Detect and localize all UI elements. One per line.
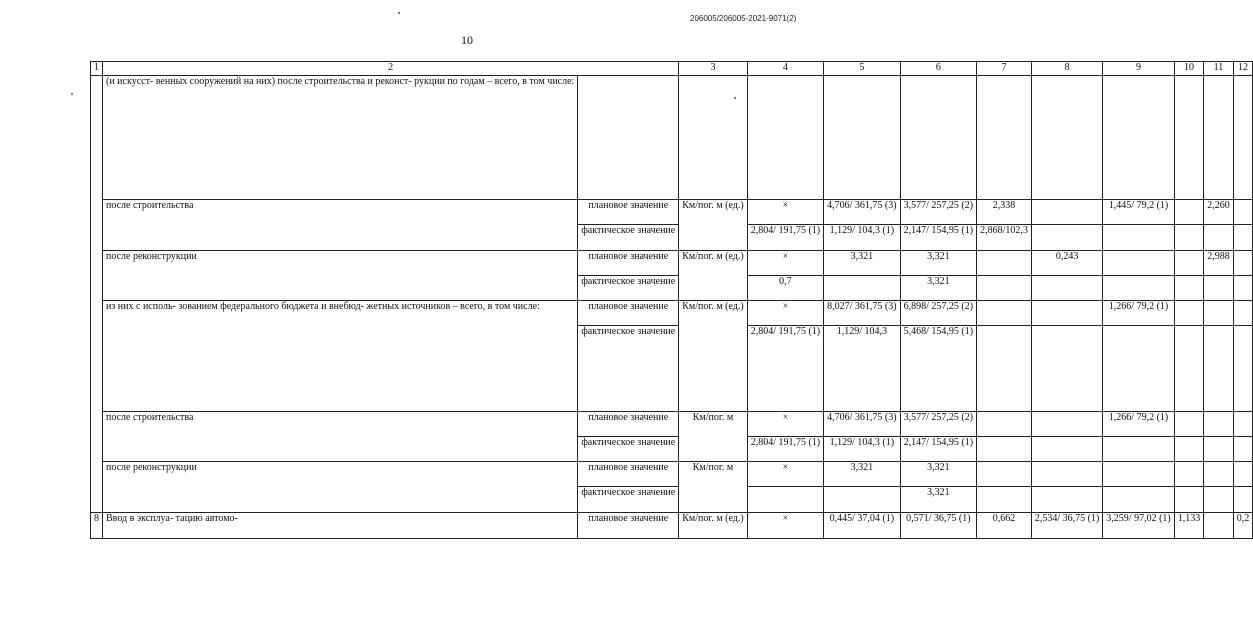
sub-indicator-label: после реконструкции: [103, 250, 578, 300]
value-cell: [1103, 436, 1174, 461]
value-cell: [1174, 461, 1204, 486]
value-cell: 1,266/ 79,2 (1): [1103, 411, 1174, 436]
value-cell: [1174, 486, 1204, 512]
value-cell: 8,027/ 361,75 (3): [824, 300, 900, 325]
unit-cell: Км/пог. м (ед.): [679, 300, 747, 411]
scan-speck: [71, 93, 73, 95]
fact-label: фактическое значение: [578, 224, 679, 250]
value-cell: [1204, 512, 1234, 538]
value-cell: [824, 275, 900, 300]
value-cell: 1,129/ 104,3 (1): [824, 436, 900, 461]
value-cell: [1174, 224, 1204, 250]
value-cell: [977, 250, 1032, 275]
table-row: [91, 512, 1253, 538]
fact-label: фактическое значение: [578, 275, 679, 300]
value-cell: 1,445/ 79,2 (1): [1103, 199, 1174, 224]
col-header-7: 7: [977, 62, 1032, 76]
value-cell: 2,804/ 191,75 (1): [747, 224, 823, 250]
value-cell: [1204, 411, 1234, 436]
value-cell: [1174, 275, 1204, 300]
unit-cell: Км/пог. м: [679, 411, 747, 461]
table-row: [91, 300, 1253, 325]
value-cell: [1031, 224, 1102, 250]
col-header-9: 9: [1103, 62, 1174, 76]
value-cell: [977, 325, 1032, 411]
fact-label: фактическое значение: [578, 486, 679, 512]
value-cell: [1103, 486, 1174, 512]
value-cell: [1204, 461, 1234, 486]
value-cell: 0,571/ 36,75 (1): [900, 512, 976, 538]
value-cell: 6,898/ 257,25 (2): [900, 300, 976, 325]
value-cell: ×: [747, 250, 823, 275]
value-cell: [1233, 199, 1253, 224]
value-cell: [1233, 436, 1253, 461]
col-header-1: 1: [91, 62, 103, 76]
value-cell: ×: [747, 411, 823, 436]
value-cell: [1174, 325, 1204, 411]
value-cell: 5,468/ 154,95 (1): [900, 325, 976, 411]
plan-label: плановое значение: [578, 512, 679, 538]
value-cell: [747, 486, 823, 512]
value-cell: 3,321: [824, 250, 900, 275]
indicator-label: (и искусст- венных сооружений на них) после строительства и реконст- рукции по годам – всего, в том числе:: [103, 75, 578, 199]
row-number-cell: [91, 75, 103, 512]
value-cell: [1204, 486, 1234, 512]
value-cell: [1103, 325, 1174, 411]
plan-label: плановое значение: [578, 199, 679, 224]
value-cell: 1,129/ 104,3: [824, 325, 900, 411]
col-header-6: 6: [900, 62, 976, 76]
value-cell: [1174, 411, 1204, 436]
value-cell: 3,259/ 97,02 (1): [1103, 512, 1174, 538]
plan-label: плановое значение: [578, 250, 679, 275]
table-row: [91, 411, 1253, 436]
sub-indicator-label: после строительства: [103, 199, 578, 250]
plan-label: плановое значение: [578, 461, 679, 486]
sub-indicator-label: после реконструкции: [103, 461, 578, 512]
col-header-8: 8: [1031, 62, 1102, 76]
row-number-cell: 8: [91, 512, 103, 538]
value-cell: 4,706/ 361,75 (3): [824, 411, 900, 436]
col-header-10: 10: [1174, 62, 1204, 76]
scan-speck: [398, 12, 400, 14]
value-cell: 2,988: [1204, 250, 1234, 275]
value-cell: 2,804/ 191,75 (1): [747, 436, 823, 461]
value-cell: ×: [747, 199, 823, 224]
value-cell: [1103, 250, 1174, 275]
value-cell: [824, 486, 900, 512]
value-cell: [977, 300, 1032, 325]
indicators-table: [90, 61, 1253, 539]
value-cell: [1031, 325, 1102, 411]
col-header-4: 4: [747, 62, 823, 76]
value-cell: [1031, 300, 1102, 325]
value-cell: 3,321: [900, 461, 976, 486]
value-cell: [1174, 436, 1204, 461]
value-cell: 1,133: [1174, 512, 1204, 538]
unit-cell: Км/пог. м (ед.): [679, 250, 747, 300]
value-cell: 0,662: [977, 512, 1032, 538]
value-cell: [977, 275, 1032, 300]
plan-label: плановое значение: [578, 411, 679, 436]
value-cell: [1204, 275, 1234, 300]
value-cell: [1174, 250, 1204, 275]
page-number: 10: [461, 33, 473, 47]
value-cell: [977, 486, 1032, 512]
value-cell: 2,147/ 154,95 (1): [900, 436, 976, 461]
value-cell: [1031, 275, 1102, 300]
value-cell: [1031, 411, 1102, 436]
value-cell: [1204, 300, 1234, 325]
value-cell: [1103, 461, 1174, 486]
value-cell: [977, 436, 1032, 461]
value-cell: [1031, 199, 1102, 224]
col-header-2: 2: [103, 62, 679, 76]
value-cell: 3,321: [824, 461, 900, 486]
value-cell: [977, 461, 1032, 486]
value-cell: 2,868/102,3: [977, 224, 1032, 250]
value-cell: 1,266/ 79,2 (1): [1103, 300, 1174, 325]
value-cell: [1233, 486, 1253, 512]
value-cell: 2,260: [1204, 199, 1234, 224]
header-row: [91, 62, 1253, 76]
value-cell: ×: [747, 512, 823, 538]
table-row: [91, 199, 1253, 224]
value-cell: [1204, 325, 1234, 411]
value-cell: 3,321: [900, 275, 976, 300]
value-cell: ×: [747, 461, 823, 486]
value-cell: 0,7: [747, 275, 823, 300]
value-cell: ×: [747, 300, 823, 325]
value-cell: [1031, 461, 1102, 486]
document-id: 206005/206005-2021-9071(2): [690, 14, 797, 23]
value-cell: [1233, 300, 1253, 325]
value-cell: [1174, 199, 1204, 224]
value-cell: [1233, 411, 1253, 436]
table-row: [91, 250, 1253, 275]
value-cell: [1103, 275, 1174, 300]
fact-label: фактическое значение: [578, 325, 679, 411]
indicator-label: Ввод в эксплуа- тацию автомо-: [103, 512, 578, 538]
value-cell: 0,243: [1031, 250, 1102, 275]
value-cell: 2,147/ 154,95 (1): [900, 224, 976, 250]
col-header-11: 11: [1204, 62, 1234, 76]
value-cell: [1204, 436, 1234, 461]
value-cell: [1233, 275, 1253, 300]
value-cell: 2,534/ 36,75 (1): [1031, 512, 1102, 538]
col-header-3: 3: [679, 62, 747, 76]
value-cell: [1204, 224, 1234, 250]
value-cell: 2,338: [977, 199, 1032, 224]
value-cell: [977, 411, 1032, 436]
value-cell: 3,577/ 257,25 (2): [900, 199, 976, 224]
plan-label: плановое значение: [578, 300, 679, 325]
value-cell: 2,804/ 191,75 (1): [747, 325, 823, 411]
unit-cell: Км/пог. м: [679, 461, 747, 512]
indicator-label: из них с исполь- зованием федерального бюджета и внебюд- жетных источников – всего, в том числе:: [103, 300, 578, 411]
value-cell: 0,445/ 37,04 (1): [824, 512, 900, 538]
unit-cell: Км/пог. м (ед.): [679, 512, 747, 538]
value-cell: 3,321: [900, 250, 976, 275]
sub-indicator-label: после строительства: [103, 411, 578, 461]
table-row: [91, 75, 1253, 199]
value-cell: [1233, 325, 1253, 411]
col-header-12: 12: [1233, 62, 1253, 76]
value-cell: 1,129/ 104,3 (1): [824, 224, 900, 250]
value-cell: [1174, 300, 1204, 325]
value-cell: [1233, 224, 1253, 250]
col-header-5: 5: [824, 62, 900, 76]
value-cell: 3,577/ 257,25 (2): [900, 411, 976, 436]
value-cell: 0,2: [1233, 512, 1253, 538]
value-cell: [1233, 250, 1253, 275]
value-cell: [1233, 461, 1253, 486]
unit-cell: Км/пог. м (ед.): [679, 199, 747, 250]
value-cell: [1031, 436, 1102, 461]
fact-label: фактическое значение: [578, 436, 679, 461]
table-row: [91, 461, 1253, 486]
value-cell: [1031, 486, 1102, 512]
value-cell: 3,321: [900, 486, 976, 512]
value-cell: [1103, 224, 1174, 250]
value-cell: 4,706/ 361,75 (3): [824, 199, 900, 224]
